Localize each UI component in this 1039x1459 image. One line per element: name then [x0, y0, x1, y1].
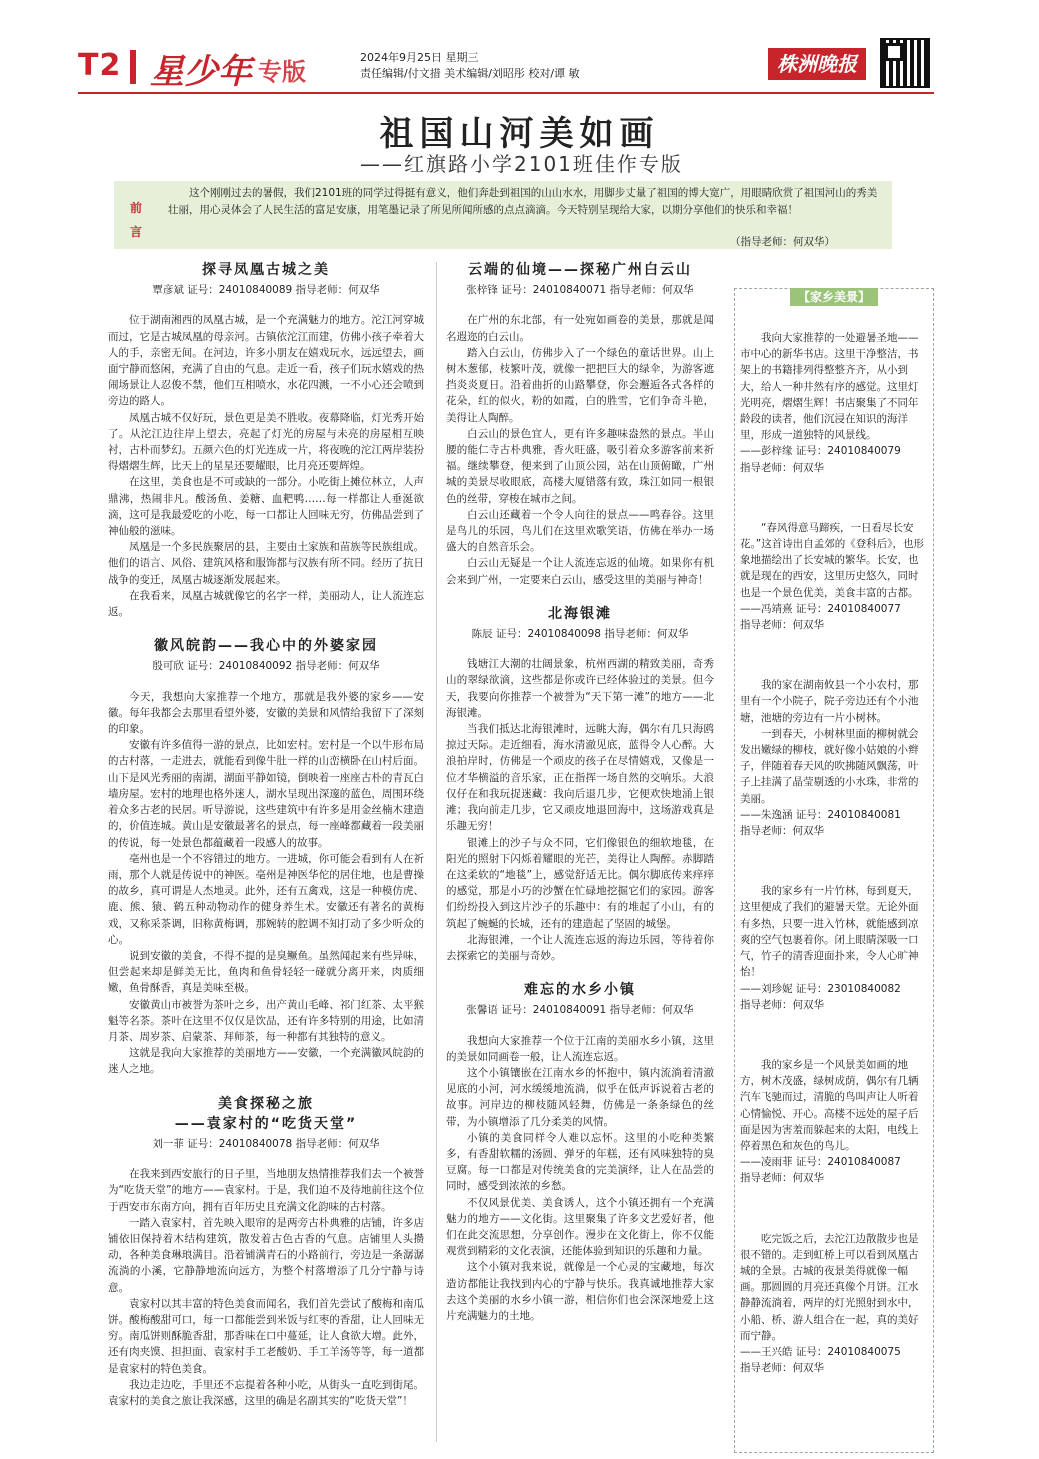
article-byline: 殷可欣 证号：24010840092 指导老师：何双华: [152, 660, 380, 673]
article-paragraph: 位于湖南湘西的凤凰古城，是一个充满魅力的地方。沱江河穿城而过，它是古城凤凰的母亲河。古镇依沱江而建，仿佛小孩子牵着大人的手，亲密无间。在河边，许多小朋友在嬉戏玩水，远远望去，画面宁静而悠闲，充满了自由的气息。走近一看，孩子们玩水嬉戏的热闹场景让人忍俊不禁，他们互相喷水，水花四溅，一不小心还会喷到旁边的路人。: [108, 314, 424, 408]
sidebar-item-teacher: 指导老师：何双华: [740, 998, 824, 1011]
sidebar-item-teacher: 指导老师：何双华: [740, 825, 824, 838]
article-paragraph: 我想向大家推荐一个位于江南的美丽水乡小镇，这里的美景如同画卷一般，让人流连忘返。: [446, 1034, 714, 1063]
article-title: 美食探秘之旅: [218, 1095, 314, 1112]
article-title-line-2: ——袁家村的“吃货天堂”: [174, 1115, 358, 1132]
article-paragraph: 这个小镇镶嵌在江南水乡的怀抱中，镇内流淌着清澈见底的小河，河水缓缓地流淌，似乎在低声诉说着古老的故事。河岸边的柳枝随风轻舞，仿佛是一条条绿色的丝带，为小镇增添了几分柔美的风情。: [446, 1066, 714, 1128]
sidebar-content: [740, 330, 928, 1376]
editors-line: 责任编辑/付文措 美术编辑/刘昭彤 校对/谭 敏: [360, 67, 580, 80]
article-paragraph: 银滩上的沙子与众不同，它们像银色的细软地毯，在阳光的照射下闪烁着耀眼的光芒，美得让人陶醉。赤脚踏在这柔软的“地毯”上，感觉舒适无比。偶尔脚底传来痒痒的感觉，那是小巧的沙蟹在忙碌地挖掘它们的家园。游客们纷纷投入到这片沙子的乐趣中：有的堆起了小山，有的筑起了蜿蜒的长城，还有的建造起了坚固的城堡。: [446, 836, 714, 930]
sidebar-item-text: “春风得意马蹄疾，一日看尽长安花。”这首诗出自孟郊的《登科后》，也形象地描绘出了长安城的繁华。长安，也就是现在的西安，这里历史悠久，同时也是一个景色优美，美食丰富的古都。: [740, 521, 924, 599]
sidebar-item-text: 我的家乡有一片竹林，每到夏天，这里便成了我们的避暑天堂。无论外面有多热，只要一进入竹林，就能感到凉爽的空气包裹着你。闭上眼睛深吸一口气，竹子的清香迎面扑来，令人心旷神怡！: [740, 885, 919, 979]
sidebar-item-author: ——刘珍妮 证号：23010840082: [740, 982, 901, 995]
article-paragraph: 今天，我想向大家推荐一个地方，那就是我外婆的家乡——安徽。每年我都会去那里看望外婆，安徽的美景和风情给我留下了深刻的印象。: [108, 690, 424, 736]
sidebar-item-author: ——朱逸涵 证号：24010840081: [740, 808, 901, 821]
sidebar-item: [740, 1231, 928, 1377]
column-left: [108, 262, 424, 1409]
sidebar-item: [740, 520, 928, 633]
article-paragraph: 在广州的东北部，有一处宛如画卷的美景，那就是闻名遐迩的白云山。: [446, 314, 714, 343]
article-paragraph: 安徽有许多值得一游的景点，比如宏村。宏村是一个以牛形布局的古村落，一走进去，就能看到像牛肚一样的山峦横卧在山村后面。山下是风光秀丽的南湖，湖面平静如镜，倒映着一座座古朴的青瓦白墙房屋。宏村的地理也格外迷人，湖水呈现出深邃的蓝色，周围环绕着众多古老的民居。听导游说，这些建筑中有许多是用金丝楠木建造的，价值连城。黄山是安徽最著名的景点，每一座峰都藏着一段美丽的传说，每一处景色都蕴藏着一段感人的故事。: [108, 739, 424, 849]
preface-text: 这个刚刚过去的暑假，我们2101班的同学过得挺有意义，他们奔赴到祖国的山山水水，用脚步丈量了祖国的博大宽广，用眼睛欣赏了祖国河山的秀美壮丽，用心灵体会了人民生活的富足安康，用笔墨记录了所见所闻所感的点点滴滴。今天特别呈现给大家，以期分享他们的快乐和幸福！: [168, 187, 878, 216]
qr-code-icon[interactable]: [880, 38, 930, 88]
sidebar-item-text: 一到春天，小树林里面的柳树就会发出嫩绿的柳枝，就好像小姑娘的小辫子，伴随着春天风的吹拂随风飘荡，叶子上挂满了晶莹剔透的小水珠，非常的美丽。: [740, 727, 919, 805]
article-paragraph: 在这里，美食也是不可或缺的一部分。小吃街上摊位林立，人声鼎沸，热闹非凡。酸汤鱼、姜糖、血粑鸭……每一样都让人垂涎欲滴，这可是我最爱吃的小吃，每一口都让人回味无穷，仿佛品尝到了神仙般的滋味。: [108, 476, 424, 538]
article-paragraph: 亳州也是一个不容错过的地方。一进城，你可能会看到有人在祈雨，那个人就是传说中的神医。亳州是神医华佗的居住地，也是曹操的故乡，真可谓是人杰地灵。此外，还有五禽戏，这是一种模仿虎、鹿、熊、猿、鹤五种动物动作的健身养生术。安徽还有著名的黄梅戏，又称采茶调，旧称黄梅调，那婉转的腔调不知打动了多少听众的心。: [108, 852, 424, 946]
article-paragraph: 白云山还藏着一个令人向往的景点——鸣春谷。这里是鸟儿的乐园，鸟儿们在这里欢歌笑语，仿佛在举办一场盛大的自然音乐会。: [446, 508, 714, 554]
article-paragraph: 安徽黄山市被誉为茶叶之乡，出产黄山毛峰、祁门红茶、太平猴魁等名茶。茶叶在这里不仅仅是饮品，还有许多特别的用途，比如清月茶、周岁茶、启蒙茶、拜师茶，每一种都有其独特的意义。: [108, 998, 424, 1043]
article-paragraph: 当我们抵达北海银滩时，远眺大海，偶尔有几只海鸥掠过天际。走近细看，海水清澈见底，蓝得令人心醉。大浪拍岸时，仿佛是一个顽皮的孩子在尽情嬉戏，又像是一位才华横溢的音乐家，正在指挥一场自然的交响乐。大浪仅仔在和我玩捉迷藏：我向后退几步，它便欢快地涌上银滩；我向前走几步，它又顽皮地退回海中，这场游戏真是乐趣无穷！: [446, 723, 714, 833]
article-title: 探寻凤凰古城之美: [202, 262, 330, 278]
article-paragraph: 凤凰是一个多民族聚居的县，主要由土家族和苗族等民族组成。他们的语言、风俗、建筑风格和服饰都与汉族有所不同。经历了抗日战争的变迁，凤凰古城逐渐发展起来。: [108, 541, 424, 586]
article-title: 云端的仙境——探秘广州白云山: [468, 262, 692, 278]
section-brand: 星少年: [150, 52, 252, 92]
sidebar-item-text: 我向大家推荐的一处避暑圣地——市中心的新华书店。这里干净整洁，书架上的书籍排列得整整齐齐，从小到大，给人一种井然有序的感觉。这里灯光明亮，熠熠生辉！书店聚集了不同年龄段的读者，他们沉浸在知识的海洋里，形成一道独特的风景线。: [740, 332, 919, 442]
article-paragraph: 凤凰古城不仅好玩，景色更是美不胜收。夜幕降临，灯光秀开始了。从沱江边往岸上望去，亮起了灯光的房屋与未亮的房屋相互映衬，古朴而梦幻。五颜六色的灯光连成一片，将夜晚的沱江两岸装扮得熠熠生辉，比天上的星星还要耀眼，比月亮还要辉煌。: [108, 411, 424, 473]
article-paragraph: 不仅风景优美、美食诱人，这个小镇还拥有一个充满魅力的地方——文化街。这里聚集了许多文艺爱好者，他们在此交流思想，分享创作。漫步在文化街上，你不仅能观赏到精彩的文化表演，还能体验到知识的乐趣和力量。: [446, 1196, 714, 1258]
sidebar-item-author: ——彭梓缘 证号：24010840079: [740, 445, 901, 458]
sidebar-item-author: ——冯靖熹 证号：24010840077: [740, 602, 901, 615]
preface-tag-char-1: 前: [130, 201, 143, 215]
article-paragraph: 小镇的美食同样令人难以忘怀。这里的小吃种类繁多，有香甜软糯的汤圆、弹牙的年糕，还有风味独特的臭豆腐。每一口都是对传统美食的完美演绎，让人在品尝的同时，感受到浓浓的乡愁。: [446, 1131, 714, 1193]
page-subtitle: ——红旗路小学2101班佳作专版: [360, 152, 683, 176]
article-paragraph: 一踏入袁家村，首先映入眼帘的是两旁古朴典雅的店铺，许多店铺依旧保持着木结构建筑，散发着古色古香的气息。店铺里人头攒动，各种美食琳琅满目。沿着铺满青石的小路前行，旁边是一条潺潺流淌的小溪，它静静地流向远方，为整个村落增添了几分宁静与诗意。: [108, 1216, 424, 1294]
article-title: 北海银滩: [548, 605, 612, 622]
header-divider: [130, 50, 136, 84]
sidebar-item-text: 我的家乡是一个风景美如画的地方，树木茂盛，绿树成荫，偶尔有几辆汽车飞驰而过，清脆的鸟叫声让人听着心情愉悦、开心。高楼不远处的屋子后面是因为害羞而躲起来的太阳，电线上停着黑色和灰色的鸟儿。: [740, 1058, 919, 1152]
article-byline: 覃彦斌 证号：24010840089 指导老师：何双华: [152, 284, 380, 297]
article-paragraph: 白云山的景色宜人，更有许多趣味盎然的景点。半山腰的能仁寺古朴典雅，香火旺盛，吸引着众多游客前来祈福。继续攀登，便来到了山顶公园，站在山顶俯瞰，广州城的美景尽收眼底，高楼大厦错落有致，珠江如同一根银色的丝带，穿梭在城市之间。: [446, 427, 714, 505]
sidebar-item: [740, 677, 928, 839]
sidebar-item-teacher: 指导老师：何双华: [740, 1362, 824, 1375]
article-paragraph: 这就是我向大家推荐的美丽地方——安徽，一个充满徽风皖韵的迷人之地。: [108, 1047, 424, 1076]
sidebar-item-teacher: 指导老师：何双华: [740, 1172, 824, 1185]
sidebar-item-teacher: 指导老师：何双华: [740, 619, 824, 632]
issue-date: 2024年9月25日 星期三: [360, 51, 479, 64]
preface-signature: （指导老师：何双华）: [730, 236, 835, 248]
article-paragraph: 袁家村以其丰富的特色美食而闻名，我们首先尝试了酸梅和南瓜饼。酸梅酸甜可口，每一口都能尝到米饭与红枣的香甜，让人回味无穷。南瓜饼则酥脆香甜，那香味在口中蔓延，让人食欲大增。此外，还有肉夹馍、担担面、袁家村手工老酸奶、手工羊汤等等，每一道都是袁家村的特色美食。: [108, 1297, 424, 1375]
preface-tag: [130, 196, 144, 244]
header-meta: [360, 50, 580, 82]
preface-tag-char-2: 言: [130, 225, 143, 239]
article-byline: 张梓锋 证号：24010840071 指导老师：何双华: [466, 284, 694, 297]
sidebar-item-author: ——王兴皓 证号：24010840075: [740, 1345, 901, 1358]
article-paragraph: 在我看来，凤凰古城就像它的名字一样，美丽动人，让人流连忘返。: [108, 589, 424, 619]
sidebar-item-text: 吃完饭之后，去沱江边散散步也是很不错的。走到虹桥上可以看到凤凰古城的全景。古城的夜景美得就像一幅画。那圆圆的月亮还真像个月饼。江水静静流淌着，两岸的灯光照射到水中，小船、桥、游人组合在一起，真的美好而宁静。: [740, 1232, 919, 1342]
article-paragraph: 白云山无疑是一个让人流连忘返的仙境。如果你有机会来到广州，一定要来白云山，感受这里的美丽与神奇！: [446, 557, 714, 586]
sidebar-item-text: 我的家在湖南攸县一个小农村，那里有一个小院子，院子旁边还有个小池塘，池塘的旁边有一片小树林。: [740, 679, 919, 724]
article-paragraph: 北海银滩，一个让人流连忘返的海边乐园，等待着你去探索它的美丽与奇妙。: [446, 933, 714, 962]
section-brand-suffix: 专版: [258, 58, 306, 86]
article-paragraph: 这个小镇对我来说，就像是一个心灵的宝藏地，每次造访都能让我找到内心的宁静与快乐。我真诚地推荐大家去这个美丽的水乡小镇一游，相信你们也会深深地爱上这片充满魅力的土地。: [446, 1261, 714, 1322]
column-middle: [446, 262, 714, 1324]
sidebar-item-author: ——凌雨菲 证号：24010840087: [740, 1156, 901, 1169]
sidebar-item-teacher: 指导老师：何双华: [740, 461, 824, 474]
header-rule: [78, 92, 934, 94]
page-title: 祖国山河美如画: [379, 114, 660, 154]
article-byline: 刘一菲 证号：24010840078 指导老师：何双华: [152, 1137, 380, 1150]
article-paragraph: 钱塘江大潮的壮阔景象，杭州西湖的精致美丽，奇秀山的翠绿欲滴，这些都是你或许已经体验过的美景。但今天，我要向你推荐一个被誉为“天下第一滩”的地方——北海银滩。: [446, 658, 714, 719]
sidebar-item: [740, 883, 928, 1013]
sidebar-tag: 【家乡美景】: [790, 288, 878, 306]
article-paragraph: 在我来到西安旅行的日子里，当地朋友热情推荐我们去一个被誉为“吃货天堂”的地方——袁家村。于是，我们迫不及待地前往这个位于西安市东南方向，拥有百年历史且充满文化韵味的古村落。: [108, 1168, 424, 1213]
article-title: 难忘的水乡小镇: [524, 982, 636, 999]
article-paragraph: 说到安徽的美食，不得不提的是臭鳜鱼。虽然闻起来有些异味，但尝起来却是鲜美无比，鱼肉和鱼骨轻轻一碰就分离开来，肉质细嫩，鱼骨酥香，真是美味至极。: [108, 949, 424, 995]
article-title: 徽风皖韵——我心中的外婆家园: [154, 638, 378, 655]
article-paragraph: 我边走边吃，手里还不忘提着各种小吃，从街头一直吃到街尾。袁家村的美食之旅让我深感，这里的确是名副其实的“吃货天堂”！: [108, 1378, 424, 1407]
sidebar-item: [740, 330, 928, 476]
article-paragraph: 踏入白云山，仿佛步入了一个绿色的童话世界。山上树木葱郁，枝繁叶茂，就像一把把巨大的绿伞，为游客遮挡炎炎夏日。沿着曲折的山路攀登，你会邂逅各式各样的花朵，红的似火，粉的如霞，白的胜雪，它们争奇斗艳，美得让人陶醉。: [446, 346, 714, 424]
sidebar-item: [740, 1057, 928, 1187]
column-divider: [436, 262, 437, 1442]
article-byline: 张馨语 证号：24010840091 指导老师：何双华: [466, 1004, 694, 1017]
article-byline: 陈辰 证号：24010840098 指导老师：何双华: [471, 628, 689, 641]
newspaper-logo: 株洲晚报: [768, 48, 866, 80]
page-number: T2: [78, 48, 122, 83]
